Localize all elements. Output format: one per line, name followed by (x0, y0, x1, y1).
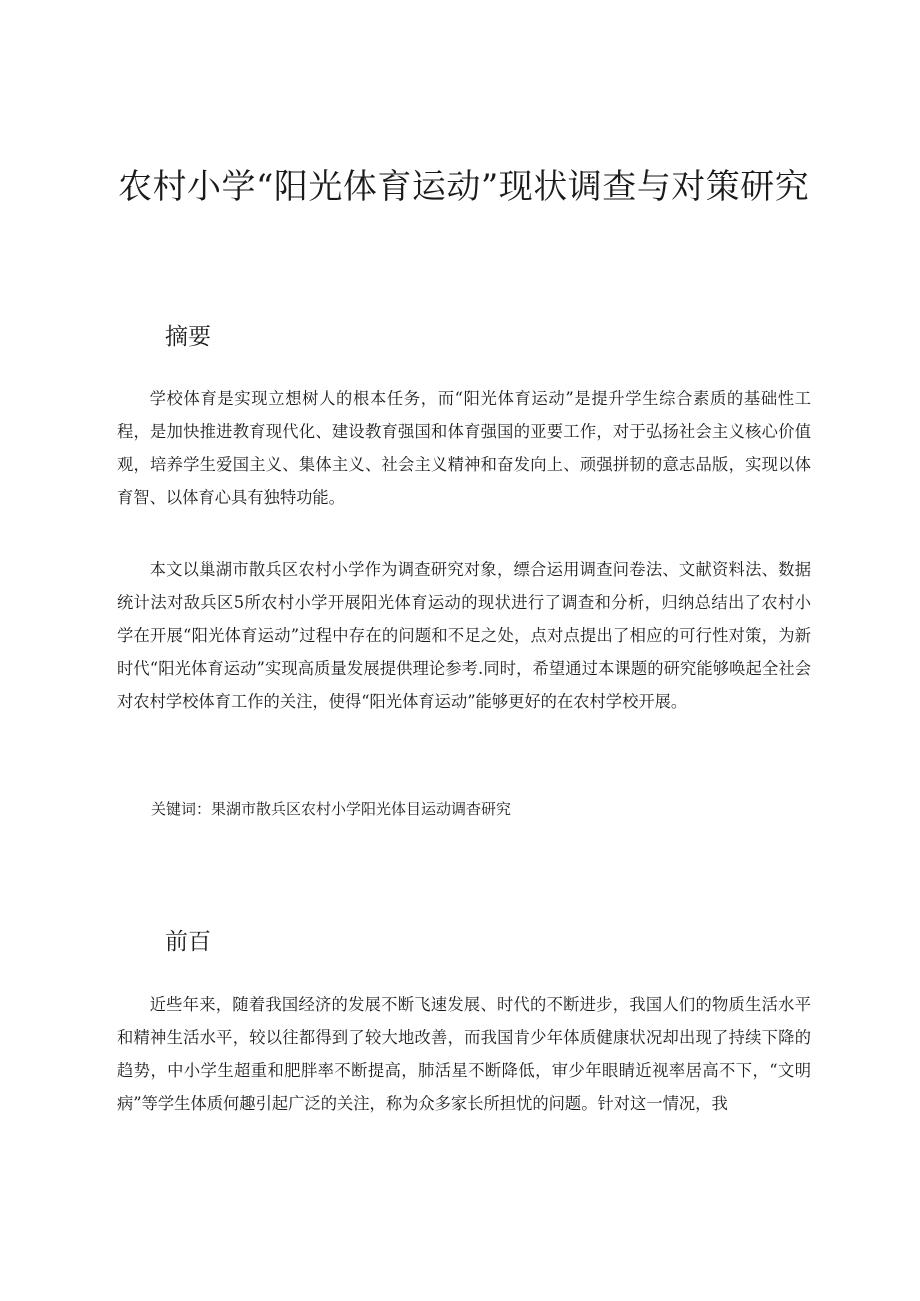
keywords-line: 关键词：果湖市散兵区农村小学阳光体目运动调杳研究 (151, 800, 512, 818)
preface-paragraph-1: 近些年来，随着我国经济的发展不断飞速发展、时代的不断进步，我国人们的物质生活水平和精神生活水平，较以往都得到了较大地改善，而我国肯少年体质健康状况却出现了持续下降的趋势，中小学生超重和肥胖率不断提高，肺活星不断降低，审少年眼睛近视率居高不下，“文明病”等学生体质何趣引起广泛的关注，称为众多家长所担忧的问题。针对这一情况，我 (117, 995, 811, 1113)
document-title: 农村小学“阳光体育运动”现状调查与对策研究 (118, 167, 810, 207)
abstract-paragraph-2: 本文以巢湖市散兵区农村小学作为调查研究对象，缥合运用调查问卷法、文献资料法、数据统计法对敌兵区5所农村小学开展阳光体育运动的现状进行了调查和分析，归纳总结出了农村小学在开展“阳光体育运动”过程中存在的问题和不足之处，点对点提出了相应的可行性对策，为新时代“阳光体育运动”实现高质量发展提供理论参考.同时，希望通过本课题的研究能够唤起全社会对农村学校体育工作的关注，使得“阳光体育运动”能够更好的在农村学校开展。 (117, 560, 811, 711)
preface-heading: 前百 (165, 929, 211, 955)
abstract-heading: 摘要 (165, 324, 211, 350)
abstract-paragraph-1: 学校体育是实现立想树人的根本任务，而“阳光体育运动”是提升学生综合素质的基础性工程，是加快推进教育现代化、建设教育强国和体育强国的亚要工作，对于弘扬社会主义核心价值观，培养学生爱国主义、集体主义、社会主义精神和奋发向上、顽强拼韧的意志品版，实现以体育智、以体育心具有独特功能。 (117, 389, 811, 507)
